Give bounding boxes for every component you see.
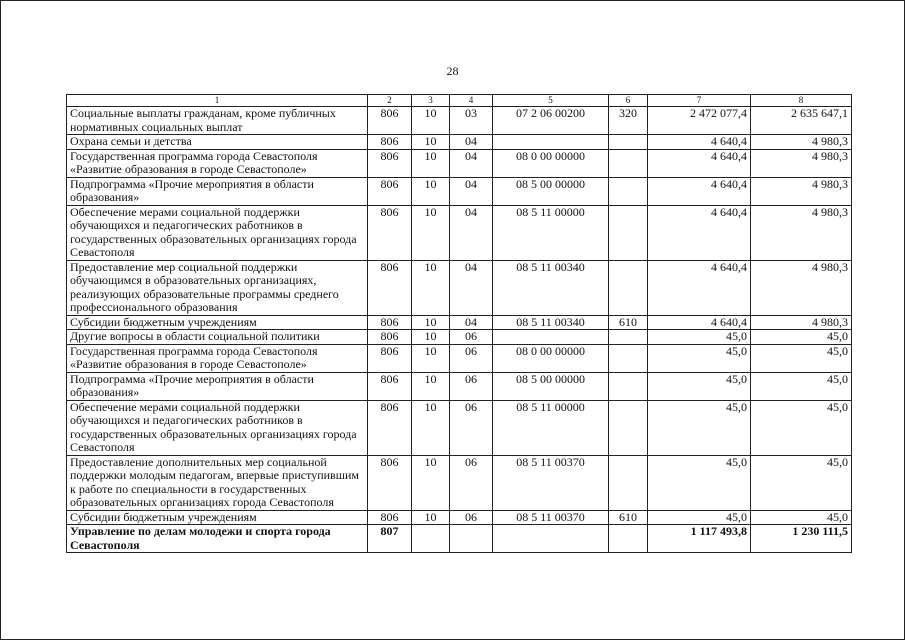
- row-section-cell: [412, 525, 450, 553]
- row-code-cell: 807: [368, 525, 412, 553]
- row-amount-year1-cell: 45,0: [648, 372, 751, 400]
- row-code-cell: 806: [368, 315, 412, 330]
- row-name-cell: Социальные выплаты гражданам, кроме публичных нормативных социальных выплат: [67, 107, 368, 135]
- table-row: [67, 177, 852, 205]
- row-subsection-cell: 04: [450, 260, 493, 315]
- row-amount-year2-cell: 4 980,3: [751, 205, 852, 260]
- row-vr-cell: [609, 455, 648, 510]
- row-subsection-cell: 04: [450, 315, 493, 330]
- row-subsection-cell: 06: [450, 330, 493, 345]
- column-header: 1: [67, 95, 368, 107]
- row-amount-year2-cell: 45,0: [751, 400, 852, 455]
- row-section-cell: 10: [412, 372, 450, 400]
- table-row: [67, 455, 852, 510]
- table-row: [67, 510, 852, 525]
- row-code-cell: 806: [368, 344, 412, 372]
- row-amount-year1-cell: 4 640,4: [648, 315, 751, 330]
- row-code-cell: 806: [368, 177, 412, 205]
- row-amount-year2-cell: 1 230 111,5: [751, 525, 852, 553]
- row-target-cell: 07 2 06 00200: [493, 107, 609, 135]
- row-target-cell: 08 5 11 00000: [493, 400, 609, 455]
- row-amount-year2-cell: 45,0: [751, 344, 852, 372]
- row-name-cell: Субсидии бюджетным учреждениям: [67, 315, 368, 330]
- row-vr-cell: [609, 135, 648, 150]
- table-row: [67, 372, 852, 400]
- row-code-cell: 806: [368, 260, 412, 315]
- row-target-cell: [493, 525, 609, 553]
- row-name-cell: Обеспечение мерами социальной поддержки обучающихся и педагогических работников в государственных образовательных организациях города Севастополя: [67, 205, 368, 260]
- row-subsection-cell: 06: [450, 344, 493, 372]
- row-amount-year1-cell: 1 117 493,8: [648, 525, 751, 553]
- row-section-cell: 10: [412, 177, 450, 205]
- row-vr-cell: [609, 177, 648, 205]
- row-subsection-cell: 04: [450, 177, 493, 205]
- row-target-cell: 08 5 11 00370: [493, 510, 609, 525]
- row-code-cell: 806: [368, 372, 412, 400]
- table-row: [67, 260, 852, 315]
- row-section-cell: 10: [412, 344, 450, 372]
- row-amount-year2-cell: 2 635 647,1: [751, 107, 852, 135]
- row-subsection-cell: 06: [450, 372, 493, 400]
- row-code-cell: 806: [368, 510, 412, 525]
- row-name-cell: Подпрограмма «Прочие мероприятия в области образования»: [67, 177, 368, 205]
- row-amount-year1-cell: 45,0: [648, 510, 751, 525]
- row-target-cell: 08 0 00 00000: [493, 344, 609, 372]
- row-subsection-cell: 04: [450, 149, 493, 177]
- row-amount-year2-cell: 4 980,3: [751, 260, 852, 315]
- row-amount-year1-cell: 45,0: [648, 455, 751, 510]
- column-header: 2: [368, 95, 412, 107]
- row-section-cell: 10: [412, 149, 450, 177]
- row-section-cell: 10: [412, 260, 450, 315]
- row-code-cell: 806: [368, 400, 412, 455]
- row-amount-year2-cell: 45,0: [751, 510, 852, 525]
- row-subsection-cell: 04: [450, 135, 493, 150]
- row-target-cell: 08 5 00 00000: [493, 177, 609, 205]
- row-code-cell: 806: [368, 135, 412, 150]
- row-name-cell: Охрана семьи и детства: [67, 135, 368, 150]
- row-target-cell: [493, 135, 609, 150]
- row-amount-year1-cell: 45,0: [648, 400, 751, 455]
- row-code-cell: 806: [368, 149, 412, 177]
- row-vr-cell: [609, 525, 648, 553]
- column-header: 7: [648, 95, 751, 107]
- row-target-cell: [493, 330, 609, 345]
- row-subsection-cell: [450, 525, 493, 553]
- row-amount-year2-cell: 45,0: [751, 372, 852, 400]
- row-vr-cell: [609, 205, 648, 260]
- row-section-cell: 10: [412, 400, 450, 455]
- row-vr-cell: [609, 400, 648, 455]
- row-name-cell: Субсидии бюджетным учреждениям: [67, 510, 368, 525]
- row-amount-year2-cell: 4 980,3: [751, 177, 852, 205]
- table-body: [67, 107, 852, 553]
- row-vr-cell: [609, 372, 648, 400]
- row-subsection-cell: 06: [450, 400, 493, 455]
- table-row: [67, 135, 852, 150]
- page-number: 28: [446, 64, 459, 78]
- row-name-cell: Государственная программа города Севастополя «Развитие образования в городе Севастополе»: [67, 149, 368, 177]
- table-row: [67, 149, 852, 177]
- row-target-cell: 08 5 11 00370: [493, 455, 609, 510]
- row-code-cell: 806: [368, 455, 412, 510]
- row-amount-year1-cell: 4 640,4: [648, 205, 751, 260]
- row-subsection-cell: 06: [450, 455, 493, 510]
- row-name-cell: Предоставление мер социальной поддержки обучающимся в образовательных организациях, реализующих образовательные программы среднего профессионального образования: [67, 260, 368, 315]
- row-vr-cell: 610: [609, 315, 648, 330]
- row-vr-cell: [609, 344, 648, 372]
- row-vr-cell: [609, 260, 648, 315]
- row-section-cell: 10: [412, 205, 450, 260]
- row-section-cell: 10: [412, 455, 450, 510]
- row-amount-year1-cell: 45,0: [648, 344, 751, 372]
- table-row: [67, 205, 852, 260]
- row-amount-year1-cell: 45,0: [648, 330, 751, 345]
- row-name-cell: Обеспечение мерами социальной поддержки обучающихся и педагогических работников в государственных образовательных организациях города Севастополя: [67, 400, 368, 455]
- row-section-cell: 10: [412, 330, 450, 345]
- row-amount-year2-cell: 4 980,3: [751, 135, 852, 150]
- row-target-cell: 08 5 11 00340: [493, 315, 609, 330]
- row-vr-cell: [609, 330, 648, 345]
- row-code-cell: 806: [368, 330, 412, 345]
- row-name-cell: Предоставление дополнительных мер социальной поддержки молодым педагогам, впервые приступившим к работе по специальности в государственных образовательных организациях города Севастополя: [67, 455, 368, 510]
- row-amount-year2-cell: 45,0: [751, 455, 852, 510]
- row-vr-cell: [609, 149, 648, 177]
- table-row: [67, 400, 852, 455]
- row-target-cell: 08 0 00 00000: [493, 149, 609, 177]
- row-subsection-cell: 04: [450, 205, 493, 260]
- row-name-cell: Управление по делам молодежи и спорта города Севастополя: [67, 525, 368, 553]
- row-target-cell: 08 5 00 00000: [493, 372, 609, 400]
- column-header: 6: [609, 95, 648, 107]
- column-header: 5: [493, 95, 609, 107]
- row-code-cell: 806: [368, 107, 412, 135]
- column-header: 4: [450, 95, 493, 107]
- column-header: 8: [751, 95, 852, 107]
- table-row: [67, 344, 852, 372]
- row-target-cell: 08 5 11 00000: [493, 205, 609, 260]
- row-subsection-cell: 03: [450, 107, 493, 135]
- row-name-cell: Государственная программа города Севастополя «Развитие образования в городе Севастополе»: [67, 344, 368, 372]
- row-amount-year1-cell: 4 640,4: [648, 135, 751, 150]
- row-amount-year1-cell: 4 640,4: [648, 177, 751, 205]
- row-section-cell: 10: [412, 510, 450, 525]
- row-vr-cell: 610: [609, 510, 648, 525]
- row-section-cell: 10: [412, 135, 450, 150]
- row-code-cell: 806: [368, 205, 412, 260]
- row-amount-year1-cell: 4 640,4: [648, 149, 751, 177]
- row-name-cell: Подпрограмма «Прочие мероприятия в области образования»: [67, 372, 368, 400]
- row-section-cell: 10: [412, 315, 450, 330]
- row-amount-year2-cell: 4 980,3: [751, 315, 852, 330]
- row-subsection-cell: 06: [450, 510, 493, 525]
- table-row: [67, 107, 852, 135]
- column-header: 3: [412, 95, 450, 107]
- table-row: [67, 315, 852, 330]
- column-number-row: [67, 95, 852, 107]
- row-amount-year2-cell: 45,0: [751, 330, 852, 345]
- row-section-cell: 10: [412, 107, 450, 135]
- row-amount-year1-cell: 2 472 077,4: [648, 107, 751, 135]
- budget-table: [66, 94, 852, 553]
- row-vr-cell: 320: [609, 107, 648, 135]
- table-row: [67, 525, 852, 553]
- row-amount-year1-cell: 4 640,4: [648, 260, 751, 315]
- row-target-cell: 08 5 11 00340: [493, 260, 609, 315]
- row-name-cell: Другие вопросы в области социальной политики: [67, 330, 368, 345]
- row-amount-year2-cell: 4 980,3: [751, 149, 852, 177]
- table-row: [67, 330, 852, 345]
